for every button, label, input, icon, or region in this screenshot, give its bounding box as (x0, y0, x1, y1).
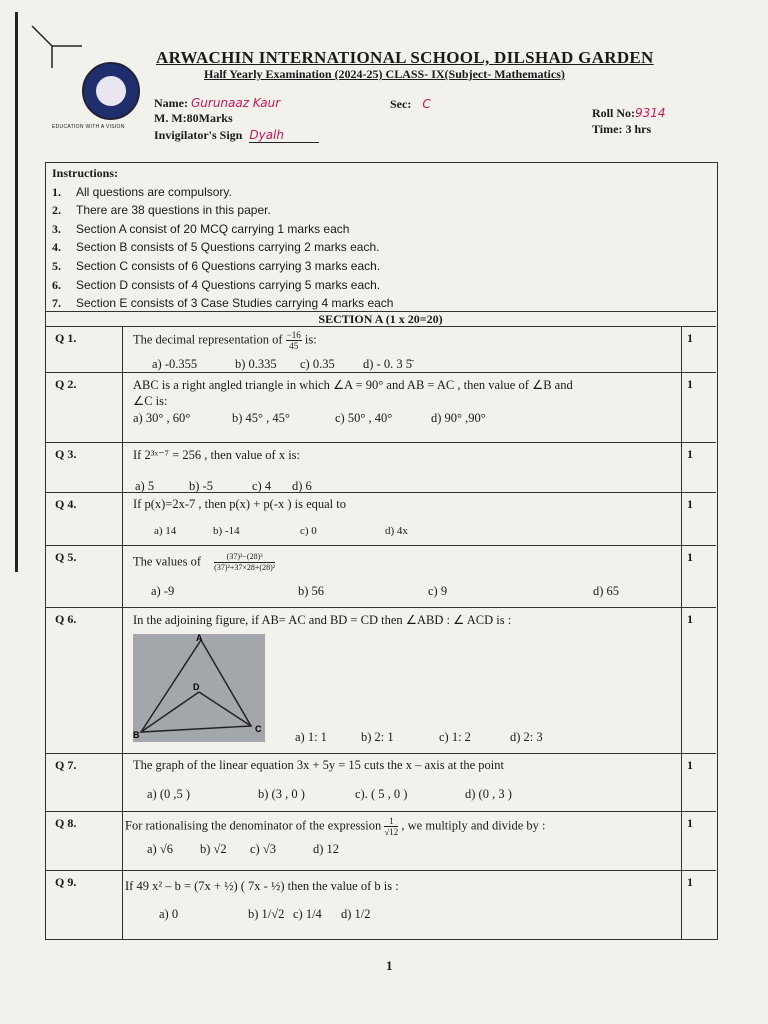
question-marks: 1 (687, 875, 693, 889)
question-number: Q 3. (55, 447, 77, 461)
option-b: b) (3 , 0 ) (258, 787, 305, 801)
instruction-item: 5. Section C consists of 6 Questions carrying 3 marks each. (52, 258, 381, 273)
option-d: d) 2: 3 (510, 730, 543, 744)
logo-caption: EDUCATION WITH A VISION (52, 124, 125, 130)
option-b: b) √2 (200, 842, 227, 856)
question-number: Q 7. (55, 758, 77, 772)
name-label: Name: (154, 96, 188, 110)
figure-label-c: C (255, 724, 262, 734)
option-d: d) 90° ,90° (431, 411, 486, 425)
max-marks: M. M:80Marks (154, 111, 233, 125)
question-marks: 1 (687, 612, 693, 626)
margin-line (15, 12, 18, 572)
instruction-item: 3. Section A consist of 20 MCQ carrying 1 marks each (52, 221, 350, 236)
roll-label: Roll No: (592, 106, 635, 120)
question-row-6 (45, 607, 716, 754)
option-c: c) 9 (428, 584, 448, 598)
question-number: Q 6. (55, 612, 77, 626)
option-b: b) 56 (298, 584, 325, 598)
question-marks: 1 (687, 447, 693, 461)
question-row-1 (45, 326, 716, 373)
corner-mark (30, 22, 90, 72)
instructions (52, 164, 393, 313)
exam-title: Half Yearly Examination (2024-25) CLASS- IX(Subject- Mathematics) (204, 67, 565, 81)
question-text: The graph of the linear equation 3x + 5y = 15 cuts the x – axis at the point (133, 758, 504, 772)
question-text: For rationalising the denominator of the expression $\frac{1}{√12}$ , we multiply and divide by : (125, 816, 546, 837)
option-a: a) -9 (151, 584, 175, 598)
question-number: Q 2. (55, 377, 77, 391)
sec-line (390, 97, 431, 112)
instruction-item: 1. All questions are compulsory. (52, 184, 232, 199)
question-marks: 1 (687, 331, 693, 345)
figure-label-a: A (196, 634, 203, 643)
option-c: c) 1: 2 (439, 730, 471, 744)
figure-label-b: B (133, 730, 140, 740)
question-text: ABC is a right angled triangle in which ∠A = 90° and AB = AC , then value of ∠B and (133, 378, 573, 392)
option-b: b) -5 (189, 479, 213, 493)
question-row-8 (45, 811, 716, 871)
triangle-figure (133, 634, 265, 742)
option-c: c) 1/4 (293, 907, 322, 921)
invigilator-sign: Dyalh (249, 128, 319, 143)
question-number: Q 9. (55, 875, 77, 889)
section-a-title: SECTION A (1 x 20=20) (45, 311, 716, 327)
option-b: b) 45° , 45° (232, 411, 290, 425)
school-logo (82, 62, 140, 120)
question-text: The decimal representation of $\frac{-16}{45}$ is: (133, 330, 317, 351)
option-d: d) 12 (313, 842, 340, 856)
roll-line (592, 106, 666, 121)
instructions-title: Instructions: (52, 166, 119, 180)
name-line (154, 96, 280, 111)
question-marks: 1 (687, 758, 693, 772)
instruction-item: 7. Section E consists of 3 Case Studies carrying 4 marks each (52, 296, 394, 311)
option-b: b) 0.335 (235, 357, 277, 371)
question-row-3 (45, 442, 716, 493)
instruction-item: 6. Section D consists of 4 Questions carrying 5 marks each. (52, 277, 381, 292)
option-d: d) 1/2 (341, 907, 371, 921)
question-marks: 1 (687, 497, 693, 511)
option-a: a) (0 ,5 ) (147, 787, 191, 801)
option-a: a) 14 (154, 525, 177, 537)
instruction-item: 4. Section B consists of 5 Questions carrying 2 marks each. (52, 240, 380, 255)
option-c: c) 4 (252, 479, 272, 493)
question-marks: 1 (687, 377, 693, 391)
question-row-5 (45, 545, 716, 608)
option-c: c) 0 (300, 525, 317, 537)
name-value: Gurunaaz Kaur (190, 96, 281, 110)
question-row-9 (45, 870, 716, 939)
question-text: If 49 x² – b = (7x + ½) ( 7x - ½) then the value of b is : (125, 879, 399, 893)
option-c: c) 50° , 40° (335, 411, 393, 425)
time-allowed: Time: 3 hrs (592, 122, 652, 136)
option-a: a) 5 (135, 479, 155, 493)
sec-label: Sec: (390, 97, 412, 111)
option-b: b) 2: 1 (361, 730, 394, 744)
option-d: d) - 0. 3 5̄ (363, 357, 412, 371)
invigilator-line (154, 128, 319, 143)
option-d: d) 4x (385, 525, 408, 537)
question-text: In the adjoining figure, if AB= AC and BD = CD then ∠ABD : ∠ ACD is : (133, 613, 512, 627)
option-c: c). ( 5 , 0 ) (355, 787, 408, 801)
page-number: 1 (386, 958, 393, 973)
question-text-line2: ∠C is: (133, 394, 168, 408)
sec-value: C (422, 97, 431, 111)
question-marks: 1 (687, 816, 693, 830)
question-row-4 (45, 492, 716, 546)
option-c: c) 0.35 (300, 357, 335, 371)
question-text: The values of $\frac{\text{(37)³−(28)³}}{\text{(37)²+37×28+(28)²}}$ (133, 552, 276, 572)
option-d: d) 65 (593, 584, 620, 598)
option-b: b) 1/√2 (248, 907, 285, 921)
figure-label-d: D (193, 682, 200, 692)
question-number: Q 4. (55, 497, 77, 511)
question-row-7 (45, 753, 716, 812)
option-a: a) √6 (147, 842, 173, 856)
question-number: Q 8. (55, 816, 77, 830)
option-b: b) -14 (213, 525, 240, 537)
option-d: d) 6 (292, 479, 312, 493)
question-number: Q 5. (55, 550, 77, 564)
question-number: Q 1. (55, 331, 77, 345)
option-a: a) -0.355 (152, 357, 198, 371)
option-c: c) √3 (250, 842, 276, 856)
question-row-2 (45, 372, 716, 443)
option-d: d) (0 , 3 ) (465, 787, 512, 801)
option-a: a) 0 (159, 907, 179, 921)
question-text: If p(x)=2x-7 , then p(x) + p(-x ) is equal to (133, 497, 347, 511)
option-a: a) 30° , 60° (133, 411, 191, 425)
option-a: a) 1: 1 (295, 730, 327, 744)
roll-value: 9314 (635, 106, 666, 120)
school-name: ARWACHIN INTERNATIONAL SCHOOL, DILSHAD GARDEN (156, 48, 654, 67)
question-marks: 1 (687, 550, 693, 564)
question-text: If 2³ˣ⁻⁷ = 256 , then value of x is: (133, 448, 301, 462)
instruction-item: 2. There are 38 questions in this paper. (52, 203, 271, 218)
invigilator-label: Invigilator's Sign (154, 128, 243, 142)
